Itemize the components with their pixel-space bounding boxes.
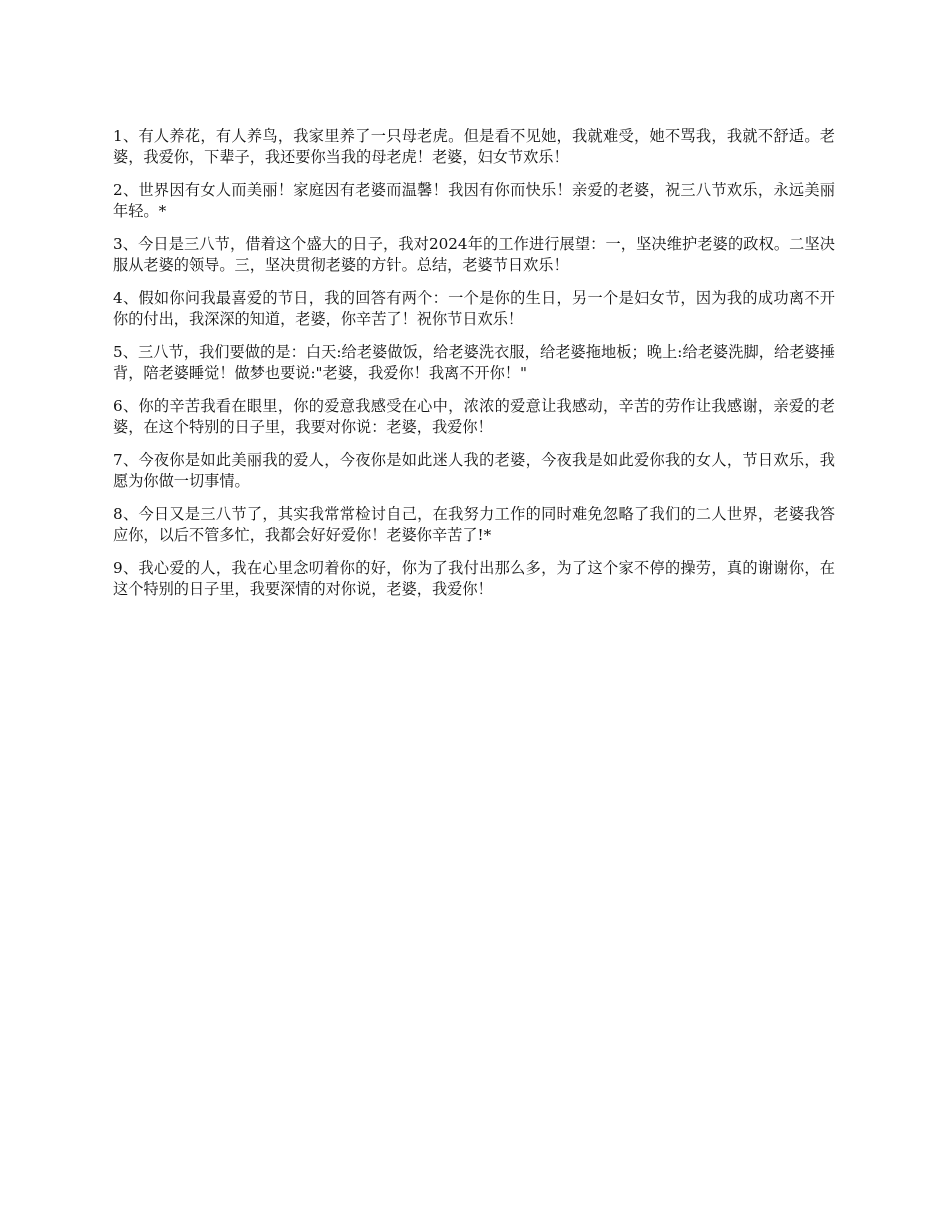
paragraph-7: 7、今夜你是如此美丽我的爱人，今夜你是如此迷人我的老婆，今夜我是如此爱你我的女人，节日欢乐，我愿为你做一切事情。 [113,451,835,490]
paragraph-3: 3、今日是三八节，借着这个盛大的日子，我对2024年的工作进行展望：一，坚决维护老婆的政权。二坚决服从老婆的领导。三，坚决贯彻老婆的方针。总结，老婆节日欢乐！ [113,235,835,274]
paragraph-9: 9、我心爱的人，我在心里念叨着你的好，你为了我付出那么多，为了这个家不停的操劳，真的谢谢你，在这个特别的日子里，我要深情的对你说，老婆，我爱你！ [113,559,835,598]
paragraph-8: 8、今日又是三八节了，其实我常常检讨自己，在我努力工作的同时难免忽略了我们的二人世界，老婆我答应你，以后不管多忙，我都会好好爱你！老婆你辛苦了!* [113,505,835,544]
document-body [113,126,835,612]
paragraph-4: 4、假如你问我最喜爱的节日，我的回答有两个：一个是你的生日，另一个是妇女节，因为我的成功离不开你的付出，我深深的知道，老婆，你辛苦了！祝你节日欢乐！ [113,289,835,328]
paragraph-2: 2、世界因有女人而美丽！家庭因有老婆而温馨！我因有你而快乐！亲爱的老婆，祝三八节欢乐，永远美丽年轻。* [113,181,835,220]
paragraph-6: 6、你的辛苦我看在眼里，你的爱意我感受在心中，浓浓的爱意让我感动，辛苦的劳作让我感谢，亲爱的老婆，在这个特别的日子里，我要对你说：老婆，我爱你！ [113,397,835,436]
paragraph-5: 5、三八节，我们要做的是：白天:给老婆做饭，给老婆洗衣服，给老婆拖地板；晚上:给老婆洗脚，给老婆捶背，陪老婆睡觉！做梦也要说:"老婆，我爱你！我离不开你！" [113,343,835,382]
paragraph-1: 1、有人养花，有人养鸟，我家里养了一只母老虎。但是看不见她，我就难受，她不骂我，我就不舒适。老婆，我爱你，下辈子，我还要你当我的母老虎！老婆，妇女节欢乐！ [113,127,835,166]
